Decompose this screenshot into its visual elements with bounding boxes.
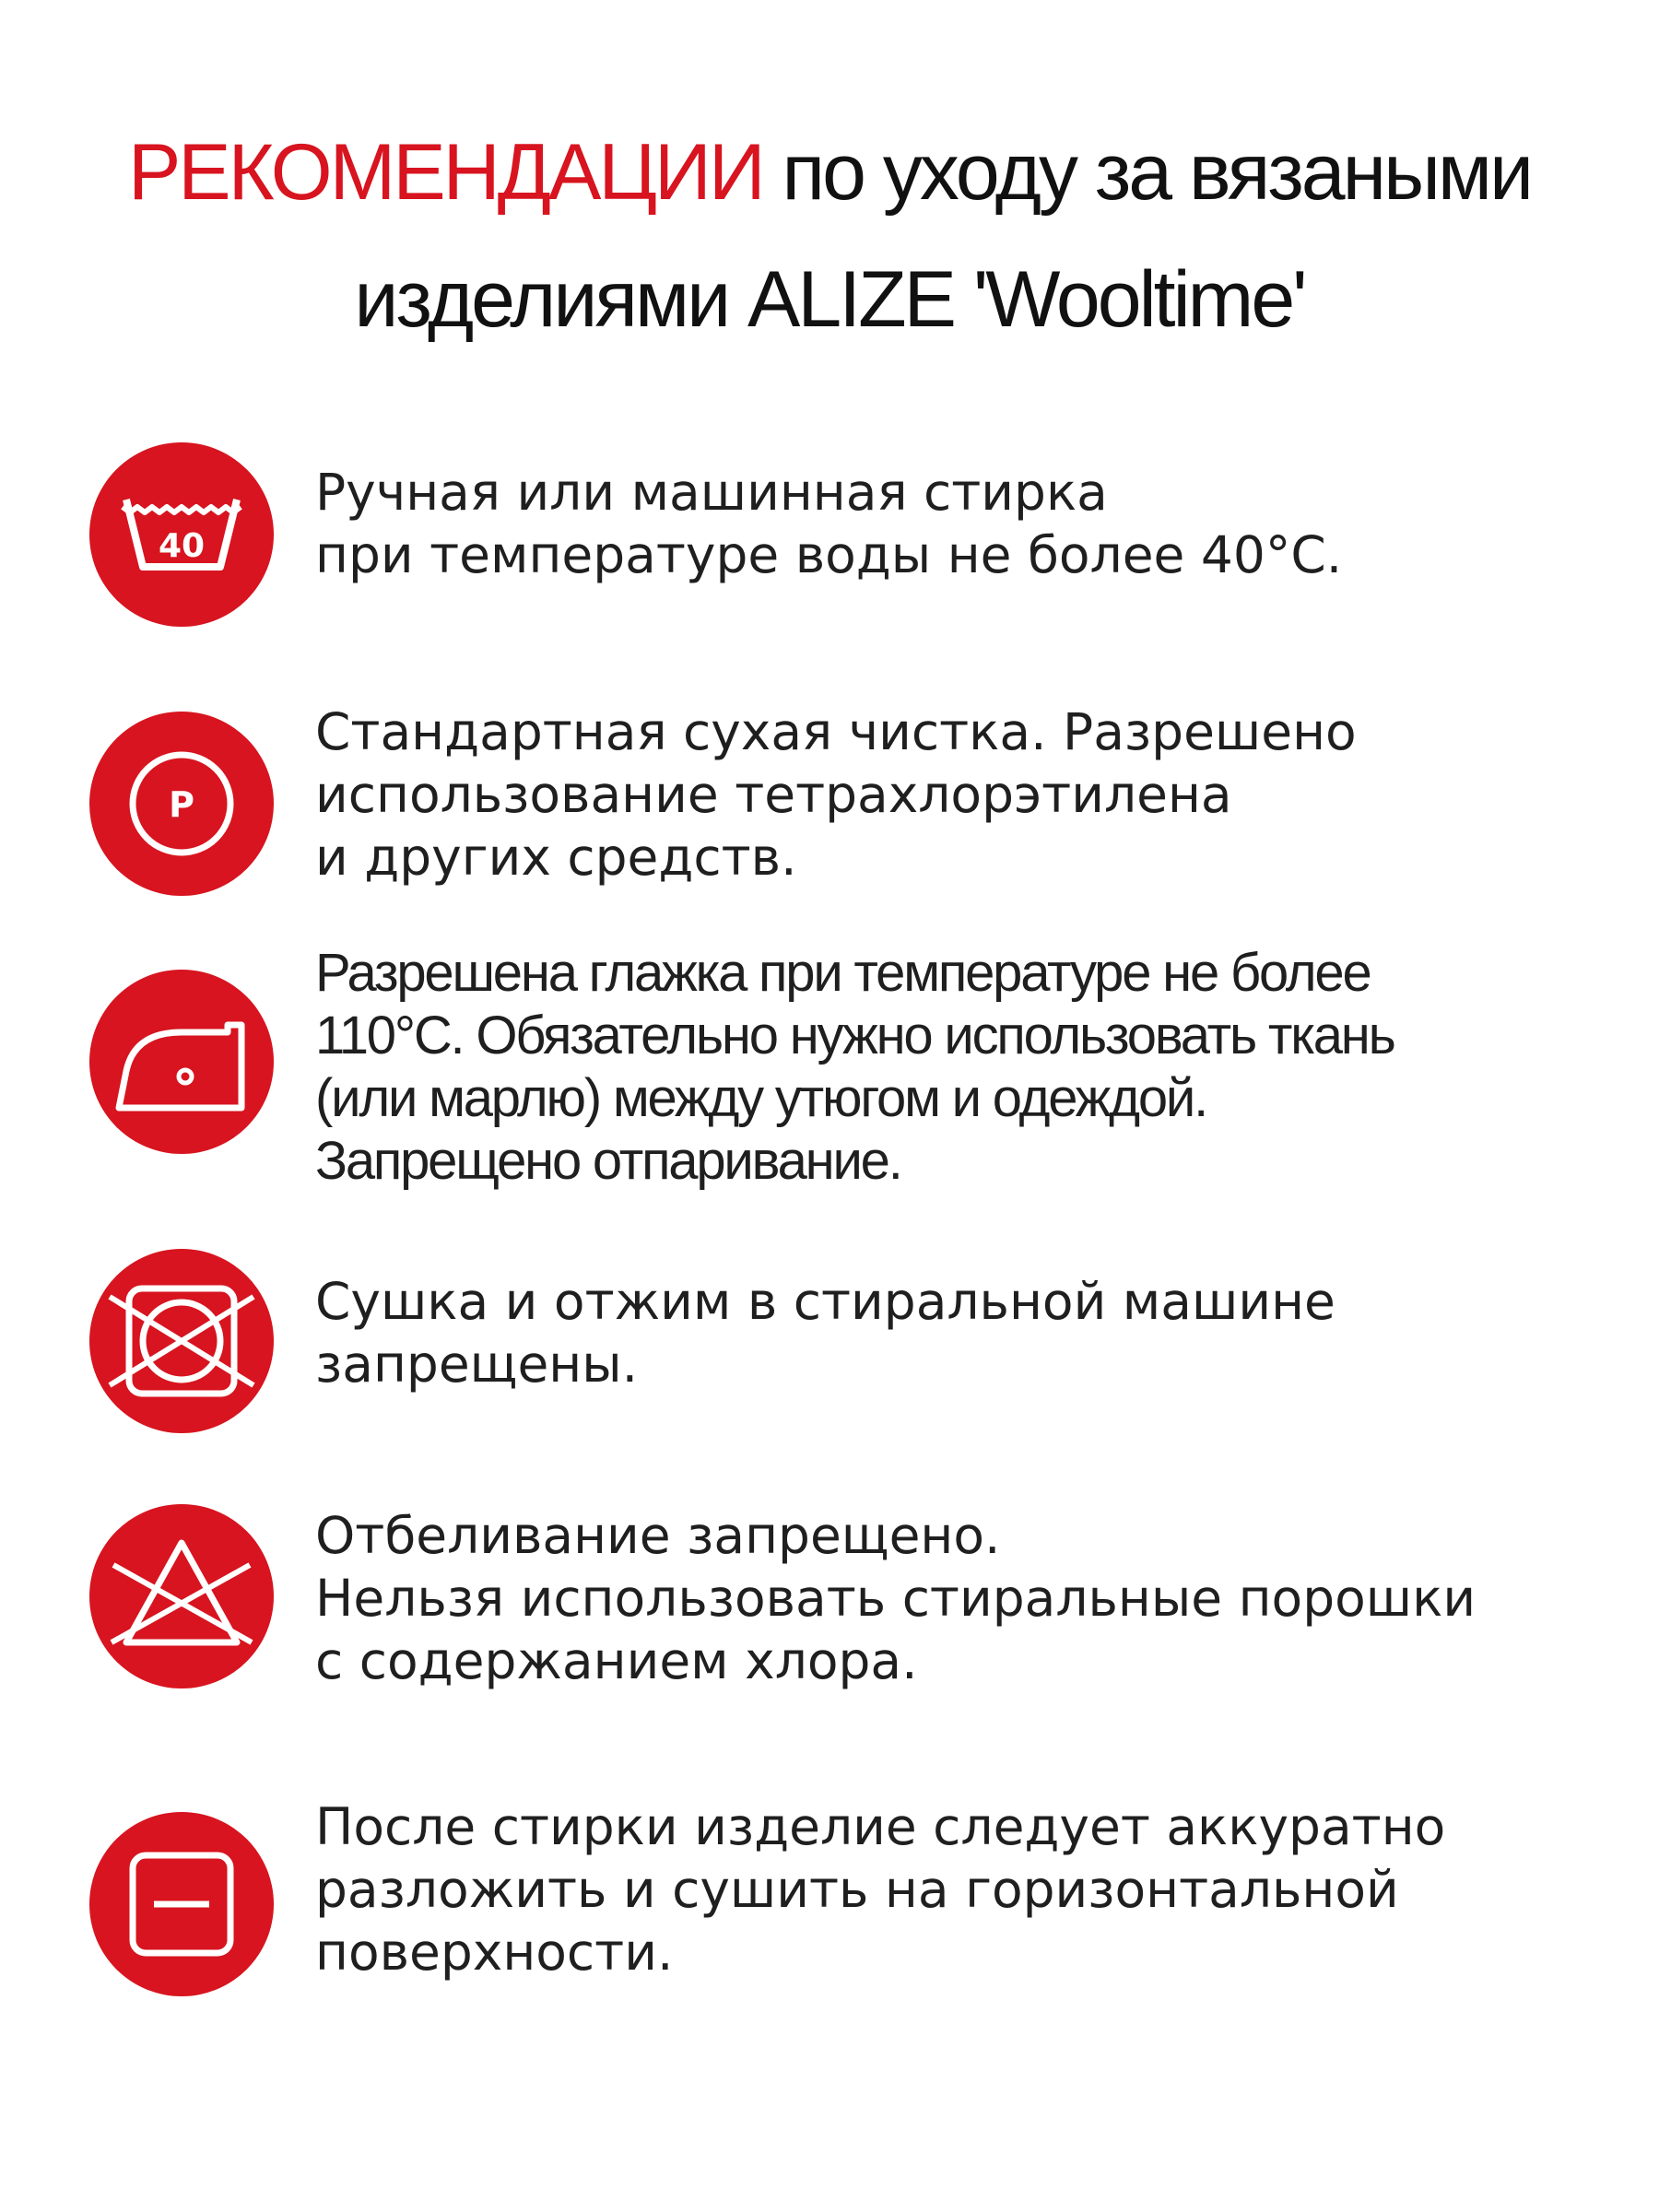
title-accent: РЕКОМЕНДАЦИИ <box>127 128 763 217</box>
care-text <box>315 1504 1624 1692</box>
care-text-line: поверхности. <box>315 1923 674 1982</box>
care-text <box>315 461 1624 586</box>
title-line-1 <box>0 109 1659 236</box>
care-text <box>315 1795 1624 1983</box>
care-text-line: 110°С. Обязательно нужно использовать ткань <box>315 1006 1394 1065</box>
no-bleach-icon <box>89 1504 274 1688</box>
dry-clean-p-icon <box>89 712 274 896</box>
care-text <box>315 1270 1624 1395</box>
page-title <box>0 109 1659 363</box>
care-text-line: (или марлю) между утюгом и одеждой. <box>315 1068 1207 1128</box>
care-text-line: Отбеливание запрещено. <box>315 1506 1001 1565</box>
care-text-line: при температуре воды не более 40°С. <box>315 525 1343 584</box>
dry-clean-letter: P <box>169 784 194 825</box>
care-text-line: и других средств. <box>315 828 797 887</box>
care-text-line: разложить и сушить на горизонтальной <box>315 1860 1399 1919</box>
care-text-line: После стирки изделие следует аккуратно <box>315 1797 1446 1856</box>
care-text <box>315 942 1624 1193</box>
dry-flat-icon <box>89 1812 274 1996</box>
care-text-line: запрещены. <box>315 1335 639 1394</box>
care-text-line: Ручная или машинная стирка <box>315 463 1108 522</box>
care-text-line: использование тетрахлорэтилена <box>315 765 1232 824</box>
no-tumble-dry-icon <box>89 1249 274 1433</box>
title-rest: по уходу за вязаными <box>762 128 1532 217</box>
care-text <box>315 700 1624 888</box>
care-text-line: Стандартная сухая чистка. Разрешено <box>315 702 1357 761</box>
wash-40-icon <box>89 442 274 627</box>
wash-temp-label: 40 <box>158 527 206 565</box>
care-text-line: Разрешена глажка при температуре не более <box>315 943 1371 1003</box>
care-text-line: Нельзя использовать стиральные порошки <box>315 1569 1477 1628</box>
title-line-2: изделиями ALIZE 'Wooltime' <box>354 255 1305 344</box>
care-text-line: Сушка и отжим в стиральной машине <box>315 1272 1335 1331</box>
iron-one-dot-icon <box>89 970 274 1154</box>
care-text-line: с содержанием хлора. <box>315 1631 918 1690</box>
care-text-line: Запрещено отпаривание. <box>315 1131 901 1191</box>
